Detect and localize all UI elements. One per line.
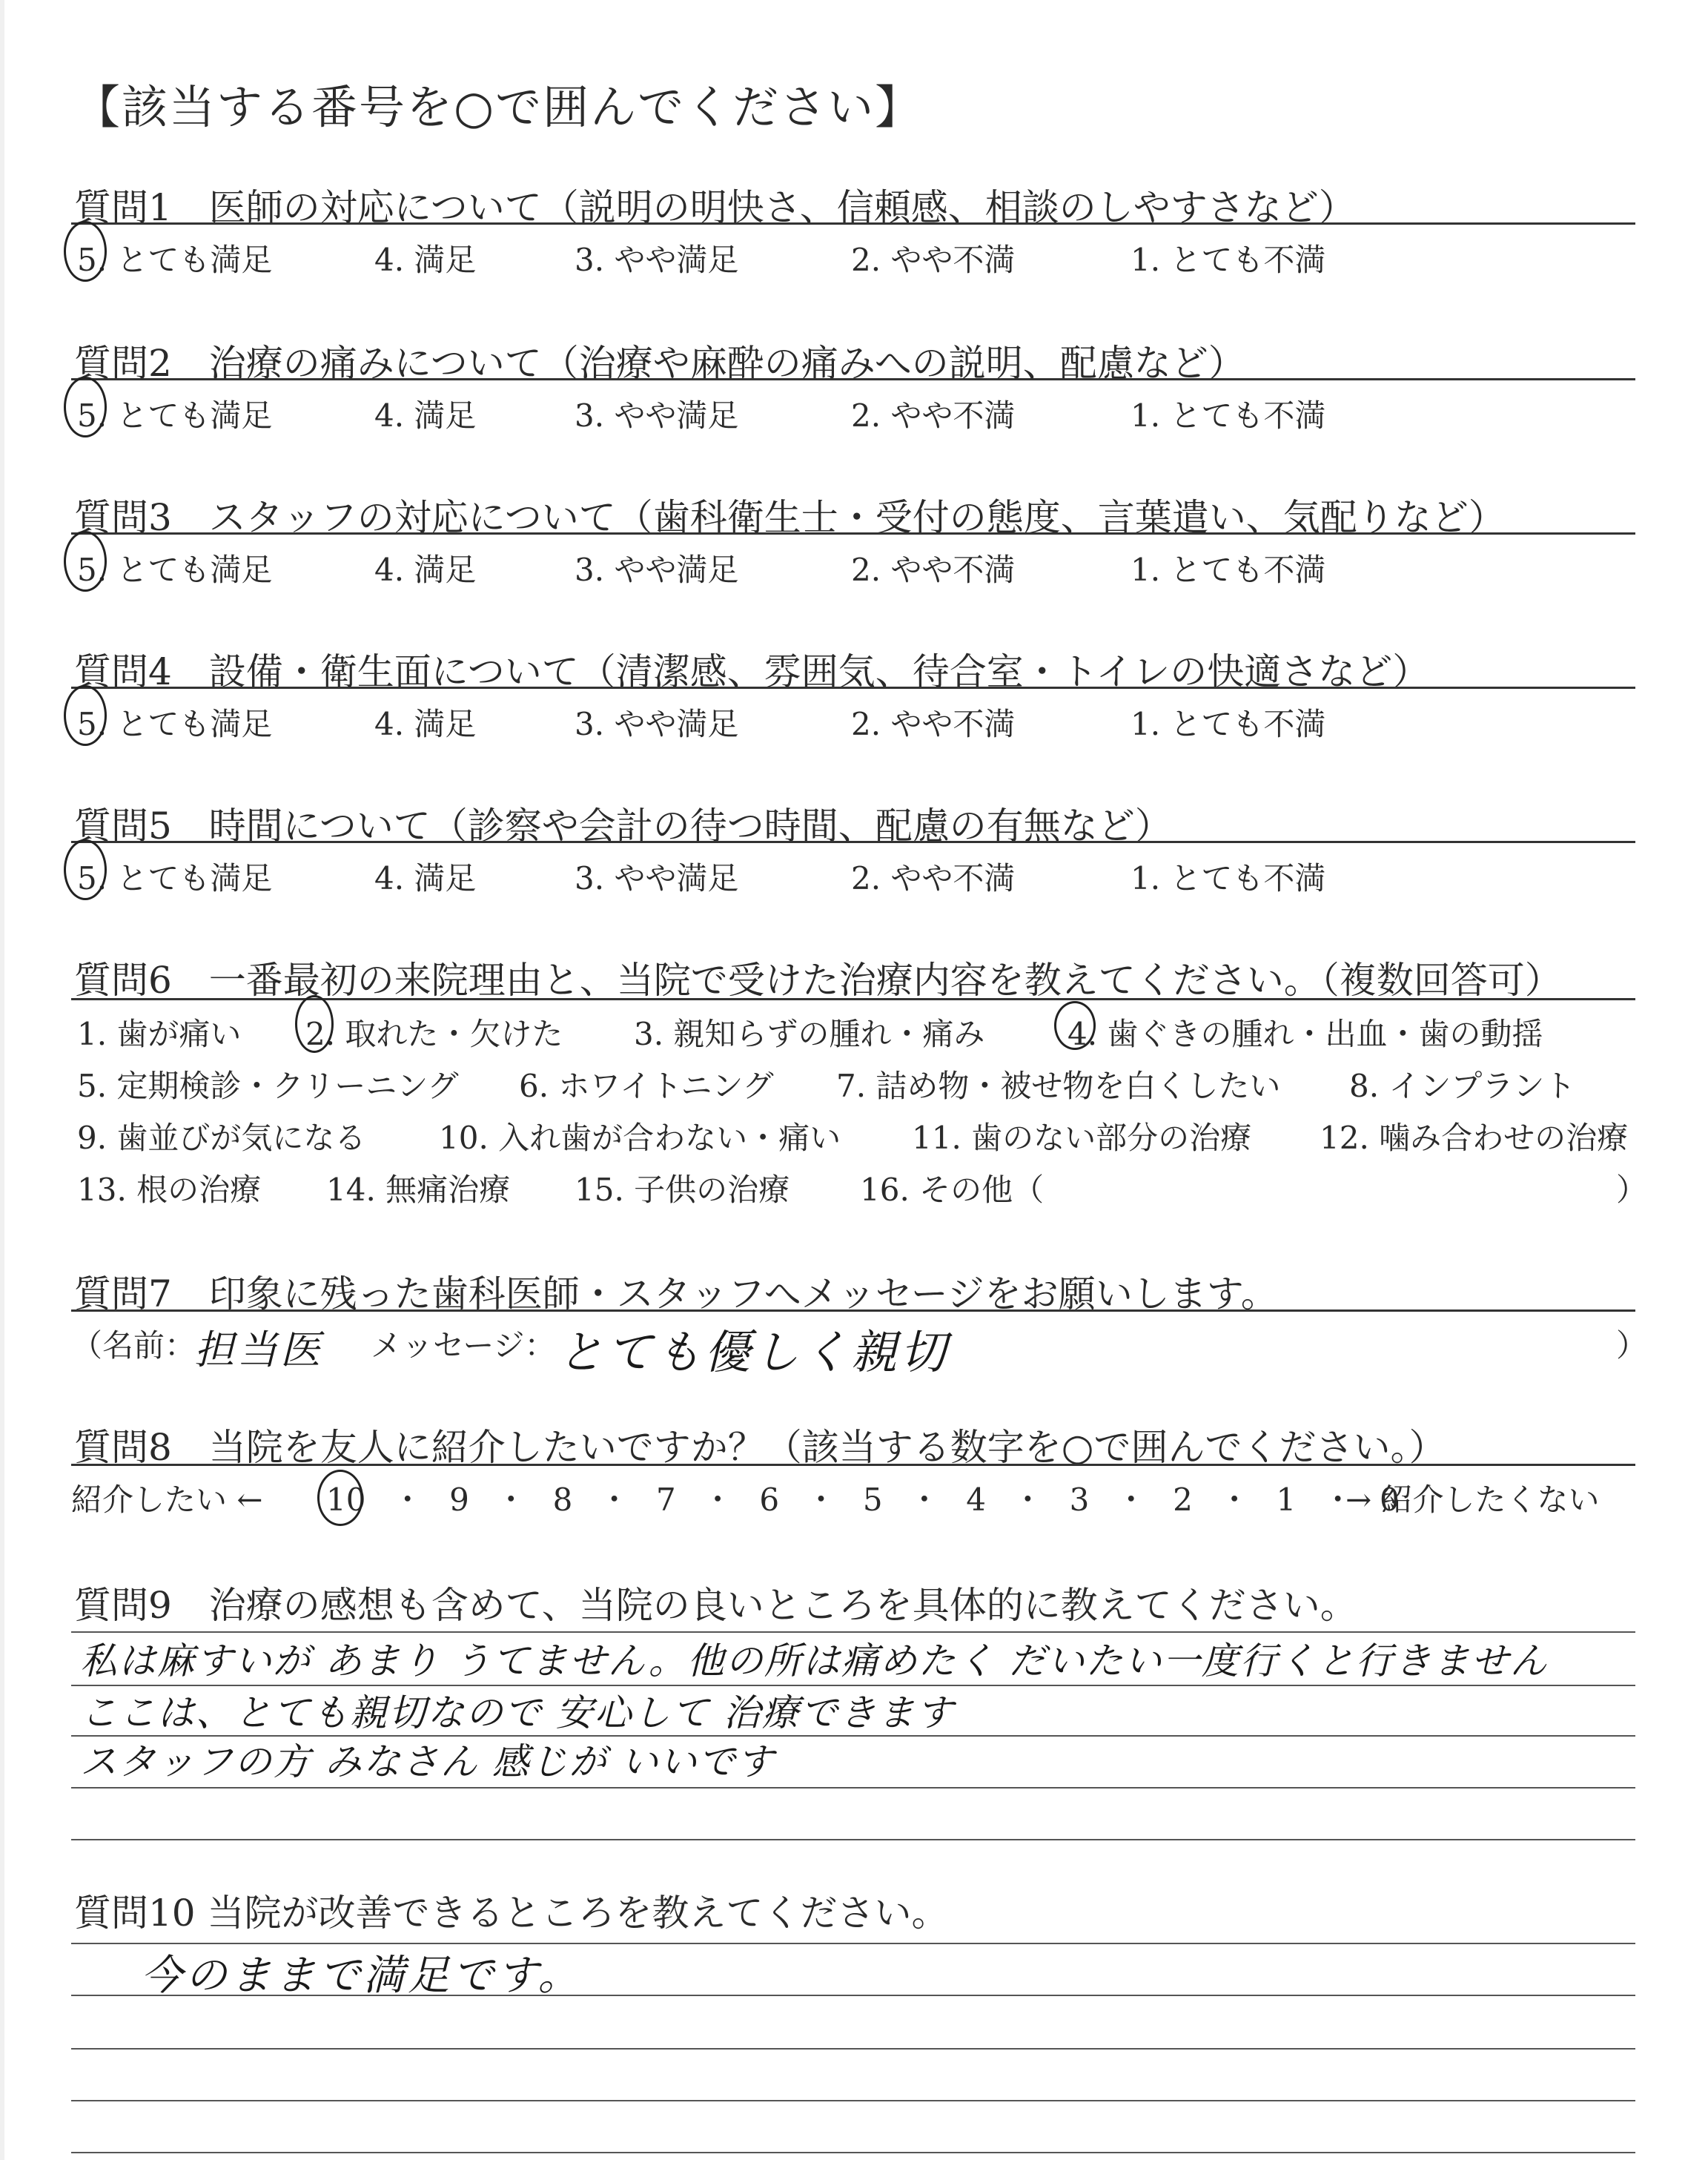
q6-reason-15[interactable]: 15. 子供の治療 <box>575 1172 790 1208</box>
q2-option-5[interactable]: 5. とても満足 <box>77 397 273 434</box>
q6-reason-7[interactable]: 7. 詰め物・被せ物を白くしたい <box>836 1068 1281 1104</box>
q5-option-3[interactable]: 3. やや満足 <box>575 860 739 896</box>
q6-reason-2[interactable]: 2. 取れた・欠けた <box>305 1016 563 1052</box>
q2-selection-circle <box>64 377 107 437</box>
q2-rule <box>71 378 1635 380</box>
q5-rule <box>71 841 1635 843</box>
q6-reason-8[interactable]: 8. インプラント <box>1349 1068 1576 1104</box>
q6-title: 質問6 一番最初の来院理由と、当院で受けた治療内容を教えてください。（複数回答可） <box>74 959 1562 1002</box>
q10-title: 質問10 当院が改善できるところを教えてください。 <box>74 1892 949 1935</box>
q7-message-value[interactable]: とても優しく親切 <box>557 1325 950 1379</box>
q3-option-5[interactable]: 5. とても満足 <box>77 552 273 588</box>
q1-selection-circle <box>64 221 107 282</box>
q4-rule <box>71 687 1635 689</box>
q6-reason-10[interactable]: 10. 入れ歯が合わない・痛い <box>439 1120 841 1156</box>
q6-reason-4[interactable]: 4. 歯ぐきの腫れ・出血・歯の動揺 <box>1068 1016 1543 1052</box>
q6-reason-13[interactable]: 13. 根の治療 <box>77 1172 262 1208</box>
q9-answer-line-1[interactable]: 私は麻すいが あまり うてません。他の所は痛めたく だいたい一度行くと行きません <box>80 1639 1549 1682</box>
q5-title: 質問5 時間について（診察や会計の待つ時間、配慮の有無など） <box>74 805 1172 848</box>
q5-option-2[interactable]: 2. やや不満 <box>851 860 1016 896</box>
q9-line-5 <box>71 1839 1635 1840</box>
q3-selection-circle <box>64 531 107 592</box>
q6-reason-14[interactable]: 14. 無痛治療 <box>326 1172 511 1208</box>
q5-option-1[interactable]: 1. とても不満 <box>1131 860 1326 896</box>
q7-name-value[interactable]: 担当医 <box>194 1327 323 1373</box>
q6-reason-2-circle <box>295 995 334 1053</box>
q6-reason-12[interactable]: 12. 噛み合わせの治療 <box>1320 1120 1629 1156</box>
q10-line-4 <box>71 2100 1635 2101</box>
q4-selection-circle <box>64 685 107 746</box>
q3-option-2[interactable]: 2. やや不満 <box>851 552 1016 588</box>
q7-name-label: （名前： <box>71 1327 196 1364</box>
q8-scale[interactable]: 10 ・ 9 ・ 8 ・ 7 ・ 6 ・ 5 ・ 4 ・ 3 ・ 2 ・ 1 ・ 0 <box>326 1482 1400 1518</box>
q7-title: 質問7 印象に残った歯科医師・スタッフへメッセージをお願いします。 <box>74 1272 1278 1315</box>
q7-close-paren: ） <box>1616 1327 1648 1364</box>
q3-option-4[interactable]: 4. 満足 <box>374 552 477 588</box>
q6-reason-1[interactable]: 1. 歯が痛い <box>77 1016 242 1052</box>
q3-title: 質問3 スタッフの対応について（歯科衛生士・受付の態度、言葉遣い、気配りなど） <box>74 496 1506 539</box>
q10-line-3 <box>71 2048 1635 2050</box>
q8-title: 質問8 当院を友人に紹介したいですか？（該当する数字を○で囲んでください。） <box>74 1426 1446 1469</box>
q3-option-1[interactable]: 1. とても不満 <box>1131 552 1326 588</box>
q9-answer-line-2[interactable]: ここは、とても親切なので 安心して 治療できます <box>80 1691 955 1734</box>
q9-answer-line-3[interactable]: スタッフの方 みなさん 感じが いいです <box>80 1740 775 1783</box>
q6-reason-6[interactable]: 6. ホワイトニング <box>519 1068 774 1104</box>
q4-option-2[interactable]: 2. やや不満 <box>851 706 1016 742</box>
q7-rule <box>71 1309 1635 1312</box>
q10-line-5 <box>71 2152 1635 2153</box>
q5-selection-circle <box>64 839 107 900</box>
q1-option-4[interactable]: 4. 満足 <box>374 242 477 278</box>
q1-option-1[interactable]: 1. とても不満 <box>1131 242 1326 278</box>
q9-title: 質問9 治療の感想も含めて、当院の良いところを具体的に教えてください。 <box>74 1584 1357 1627</box>
q5-option-5[interactable]: 5. とても満足 <box>77 860 273 896</box>
q8-left-label: 紹介したい ← <box>71 1482 263 1518</box>
q6-reason-16[interactable]: 16. その他（ <box>860 1172 1045 1208</box>
q4-option-4[interactable]: 4. 満足 <box>374 706 477 742</box>
q3-option-3[interactable]: 3. やや満足 <box>575 552 739 588</box>
q4-option-5[interactable]: 5. とても満足 <box>77 706 273 742</box>
q1-option-3[interactable]: 3. やや満足 <box>575 242 739 278</box>
q2-title: 質問2 治療の痛みについて（治療や麻酔の痛みへの説明、配慮など） <box>74 342 1245 385</box>
q10-answer[interactable]: 今のままで満足です。 <box>141 1952 583 2000</box>
q1-rule <box>71 222 1635 225</box>
q4-title: 質問4 設備・衛生面について（清潔感、雰囲気、待合室・トイレの快適さなど） <box>74 650 1430 693</box>
q6-reason-3[interactable]: 3. 親知らずの腫れ・痛み <box>634 1016 985 1052</box>
q4-option-3[interactable]: 3. やや満足 <box>575 706 739 742</box>
q2-option-4[interactable]: 4. 満足 <box>374 397 477 434</box>
q1-option-5[interactable]: 5. とても満足 <box>77 242 273 278</box>
q4-option-1[interactable]: 1. とても不満 <box>1131 706 1326 742</box>
q9-line-4 <box>71 1787 1635 1789</box>
q6-other-close-paren: ） <box>1616 1172 1648 1208</box>
q2-option-1[interactable]: 1. とても不満 <box>1131 397 1326 434</box>
q5-option-4[interactable]: 4. 満足 <box>374 860 477 896</box>
q6-reason-5[interactable]: 5. 定期検診・クリーニング <box>77 1068 459 1104</box>
q6-reason-9[interactable]: 9. 歯並びが気になる <box>77 1120 366 1156</box>
q2-option-2[interactable]: 2. やや不満 <box>851 397 1016 434</box>
q8-selection-circle <box>317 1470 363 1526</box>
q6-reason-4-circle <box>1054 1001 1096 1050</box>
scan-edge <box>0 0 4 2160</box>
q1-option-2[interactable]: 2. やや不満 <box>851 242 1016 278</box>
q6-reason-11[interactable]: 11. 歯のない部分の治療 <box>912 1120 1252 1156</box>
q3-rule <box>71 532 1635 535</box>
q1-title: 質問1 医師の対応について（説明の明快さ、信頼感、相談のしやすさなど） <box>74 186 1356 229</box>
q7-message-label: メッセージ： <box>371 1327 556 1364</box>
q8-right-label: → 紹介したくない <box>1345 1482 1600 1518</box>
page-heading: 【該当する番号を○で囲んでください】 <box>74 80 923 134</box>
q8-rule <box>71 1464 1635 1466</box>
q2-option-3[interactable]: 3. やや満足 <box>575 397 739 434</box>
